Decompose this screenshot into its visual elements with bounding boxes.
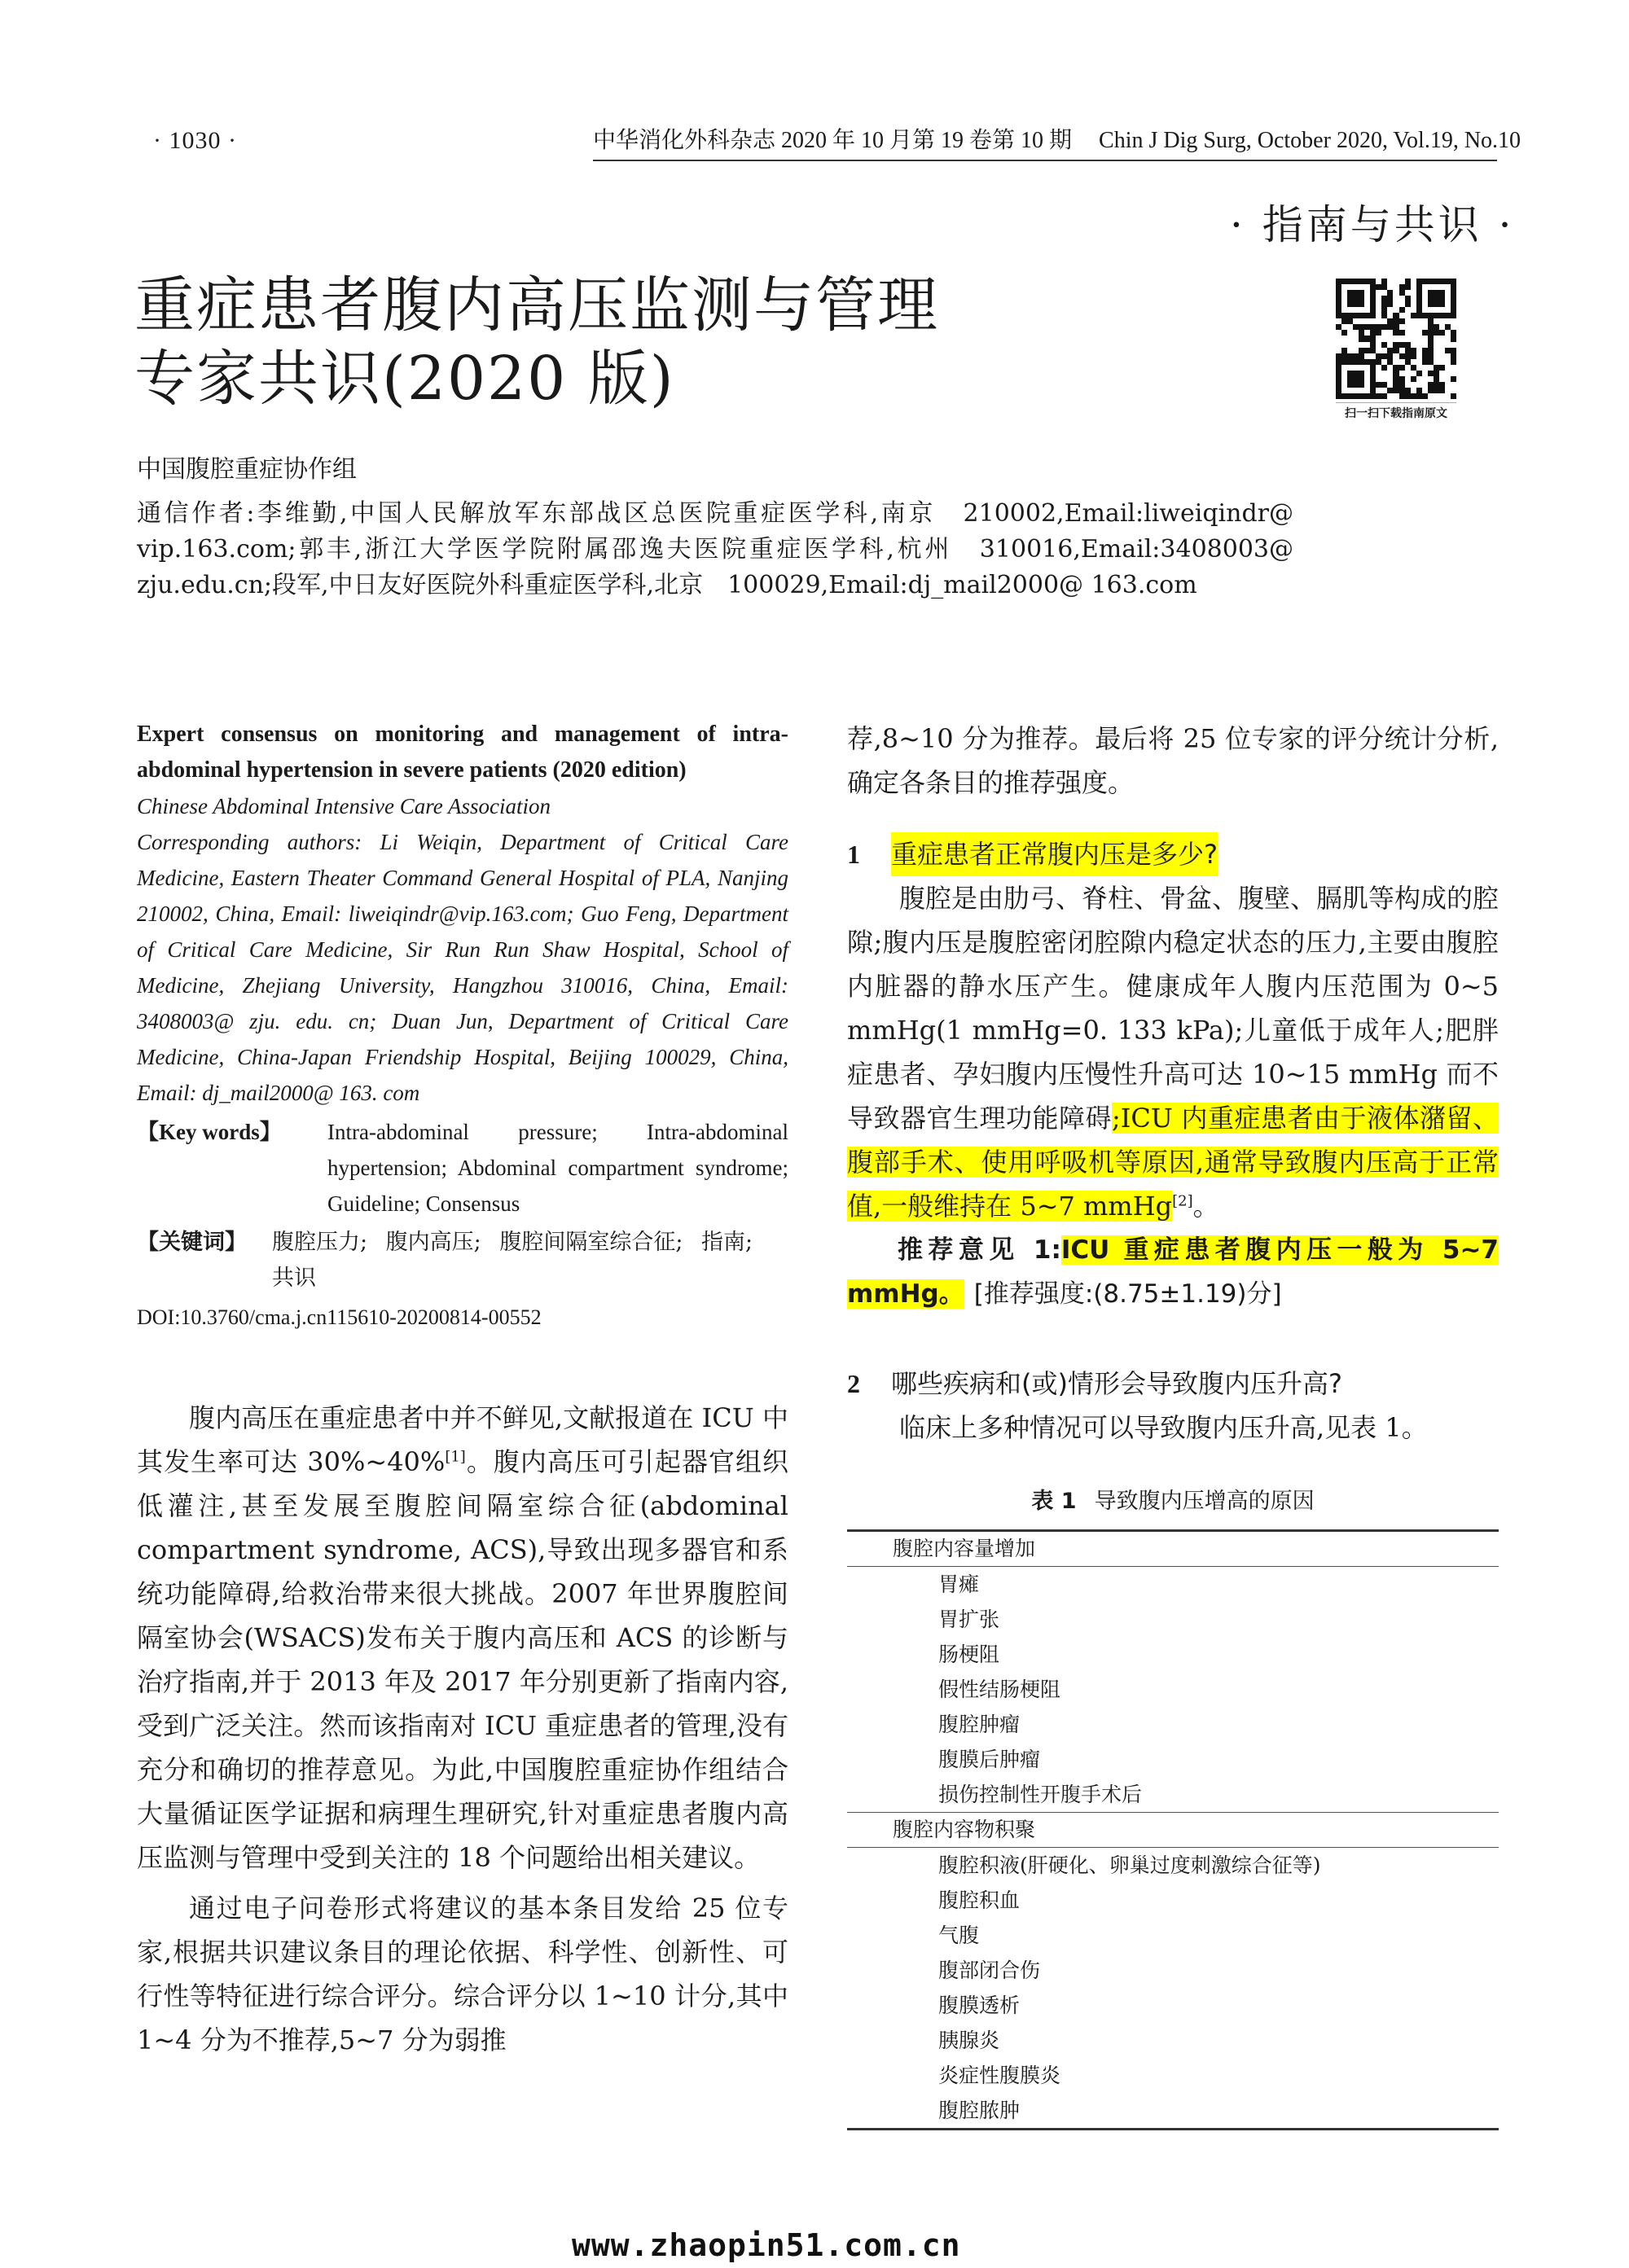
- doi: DOI:10.3760/cma.j.cn115610-20200814-00552: [137, 1305, 542, 1329]
- corresponding-authors: 通信作者:李维勤,中国人民解放军东部战区总医院重症医学科,南京 210002,Email:liweiqindr@ vip.163.com;郭丰,浙江大学医学院附属邵逸夫医院重症医学科,杭州 310016,Email:3408003@ zju.edu.cn;段军,中日友好医院外科重症医学科,北京 100029,Email:dj_mail2000@ 163.com: [137, 499, 1293, 599]
- citation-2[interactable]: [2]: [1172, 1192, 1193, 1210]
- article-title: [134, 269, 939, 415]
- table-row: 腹腔积液(肝硬化、卵巢过度刺激综合征等): [938, 1853, 1321, 1877]
- intro-paragraph-1: [137, 1396, 788, 1880]
- watermark: www.zhaopin51.com.cn: [572, 2227, 961, 2263]
- recommendation-1-label: 推荐意见 1:: [898, 1235, 1061, 1265]
- section-2-heading: [847, 1362, 1499, 1406]
- intro-paragraph-2-continued: 荐,8~10 分为推荐。最后将 25 位专家的评分统计分析,确定各条目的推荐强度。: [847, 723, 1499, 798]
- left-column: [137, 717, 788, 2062]
- table-row: 胃瘫: [938, 1573, 980, 1596]
- table-row: 假性结肠梗阻: [938, 1678, 1061, 1701]
- section-1-paragraph: [847, 876, 1499, 1228]
- table-row: 腹腔脓肿: [938, 2099, 1021, 2122]
- section-1-heading: [847, 832, 1499, 876]
- table-group-header: 腹腔内容物积聚: [847, 1812, 1499, 1848]
- table-1: [847, 1529, 1499, 2130]
- citation-1[interactable]: [1]: [445, 1448, 466, 1466]
- keywords-en: [137, 1114, 788, 1222]
- table-1-title: 导致腹内压增高的原因: [1094, 1489, 1315, 1514]
- english-title: Expert consensus on monitoring and management of intra-abdominal hypertension in severe patients (2020 edition): [137, 722, 788, 783]
- section-1-text: 腹腔是由肋弓、脊柱、骨盆、腹壁、膈肌等构成的腔隙;腹内压是腹腔密闭腔隙内稳定状态的压力,主要由腹腔内脏器的静水压产生。健康成年人腹内压范围为 0~5 mmHg(1 mmHg=0. 133 kPa);儿童低于成年人;肥胖症患者、孕妇腹内压慢性升高可达 10~15 mmHg 而不导致器官生理功能障碍: [847, 883, 1499, 1134]
- intro-paragraph-2: 通过电子问卷形式将建议的基本条目发给 25 位专家,根据共识建议条目的理论依据、科学性、创新性、可行性等特征进行综合评分。综合评分以 1~10 计分,其中 1~4 分为不推荐,5~7 分为弱推: [137, 1893, 788, 2055]
- keywords-cn-label: 【关键词】: [137, 1230, 247, 1255]
- table-row: 腹部闭合伤: [938, 1959, 1041, 1982]
- english-organization: Chinese Abdominal Intensive Care Association: [137, 794, 551, 818]
- section-2-title: 哪些疾病和(或)情形会导致腹内压升高?: [891, 1368, 1342, 1399]
- english-corresponding-authors: Corresponding authors: Li Weiqin, Department of Critical Care Medicine, Eastern Theater Command General Hospital of PLA, Nanjing 210002, China, Email: liweiqindr@vip.163.com; Guo Feng, Department of Critical Care Medicine, Sir Run Run Shaw Hospital, School of Medicine, Zhejiang University, Hangzhou 310016, China, Email: 3408003@ zju. edu. cn; Duan Jun, Department of Critical Care Medicine, China-Japan Friendship Hospital, Beijing 100029, China, Email: dj_mail2000@ 163. com: [137, 830, 788, 1105]
- section-1-text-end: 。: [1192, 1191, 1219, 1222]
- author-organization: 中国腹腔重症协作组: [137, 455, 357, 484]
- journal-name-en: Chin J Dig Surg, October 2020, Vol.19, No.10: [1099, 128, 1521, 153]
- table-row: 炎症性腹膜炎: [938, 2064, 1061, 2087]
- recommendation-1: [847, 1228, 1499, 1316]
- table-row: 腹膜后肿瘤: [938, 1748, 1041, 1771]
- table-1-caption: [847, 1485, 1499, 1518]
- right-column: [847, 717, 1499, 2130]
- section-2-paragraph: 临床上多种情况可以导致腹内压升高,见表 1。: [899, 1412, 1428, 1443]
- title-line-2: 专家共识(2020 版): [134, 344, 675, 414]
- section-1-highlighted-text: ;ICU 内重症患者由于液体潴留、腹部手术、使用呼吸机等原因,通常导致腹内压高于正常值,一般维持在 5~7 mmHg: [847, 1103, 1499, 1222]
- section-1-number: 1: [847, 840, 860, 869]
- table-row: 胃扩张: [938, 1608, 1000, 1631]
- table-row: 肠梗阻: [938, 1643, 1000, 1666]
- qr-block[interactable]: [1336, 279, 1456, 421]
- author-block: [137, 452, 1293, 603]
- table-row: 气腹: [938, 1924, 980, 1947]
- table-row: 腹腔积血: [938, 1889, 1021, 1912]
- keywords-en-list: Intra-abdominal pressure; Intra-abdominal hypertension; Abdominal compartment syndrome; Guideline; Consensus: [327, 1120, 788, 1216]
- journal-name-cn: 中华消化外科杂志 2020 年 10 月第 19 卷第 10 期: [593, 128, 1073, 153]
- keywords-en-label: 【Key words】: [137, 1120, 282, 1144]
- recommendation-1-text: ICU 重症患者腹内压一般为 5~7 mmHg。: [847, 1235, 1499, 1309]
- page-number: · 1030 ·: [153, 127, 237, 154]
- intro-text-b: 。腹内高压可引起器官组织低灌注,甚至发展至腹腔间隔室综合征(abdominal compartment syndrome, ACS),导致出现多器官和系统功能障碍,给救治带来很大挑战。2007 年世界腹腔间隔室协会(WSACS)发布关于腹内高压和 ACS 的诊断与治疗指南,并于 2013 年及 2017 年分别更新了指南内容,受到广泛关注。然而该指南对 ICU 重症患者的管理,没有充分和确切的推荐意见。为此,中国腹腔重症协作组结合大量循证医学证据和病理生理研究,针对重症患者腹内高压监测与管理中受到关注的 18 个问题给出相关建议。: [137, 1446, 788, 1873]
- running-head: [593, 127, 1521, 161]
- qr-code-icon[interactable]: [1336, 279, 1456, 399]
- table-group-header: 腹腔内容量增加: [847, 1532, 1499, 1567]
- table-1-label: 表 1: [1031, 1489, 1077, 1514]
- table-row: 腹腔肿瘤: [938, 1713, 1021, 1736]
- section-2-number: 2: [847, 1369, 860, 1398]
- keywords-cn-list: 腹腔压力; 腹内高压; 腹腔间隔室综合征; 指南; 共识: [272, 1230, 753, 1291]
- keywords-cn: [137, 1225, 788, 1296]
- intro-text-a: 腹内高压在重症患者中并不鲜见,文献报道在 ICU 中其发生率可达 30%~40%: [137, 1402, 788, 1477]
- table-row: 损伤控制性开腹手术后: [938, 1783, 1143, 1806]
- recommendation-1-strength: [推荐强度:(8.75±1.19)分]: [973, 1279, 1282, 1309]
- qr-caption: 扫一扫下载指南原文: [1336, 402, 1456, 421]
- section-tag: · 指南与共识 ·: [1230, 201, 1515, 248]
- table-row: 腹膜透析: [938, 1994, 1021, 2017]
- table-row: 胰腺炎: [938, 2029, 1000, 2052]
- section-1-title: 重症患者正常腹内压是多少?: [891, 832, 1218, 876]
- title-line-1: 重症患者腹内高压监测与管理: [134, 270, 939, 340]
